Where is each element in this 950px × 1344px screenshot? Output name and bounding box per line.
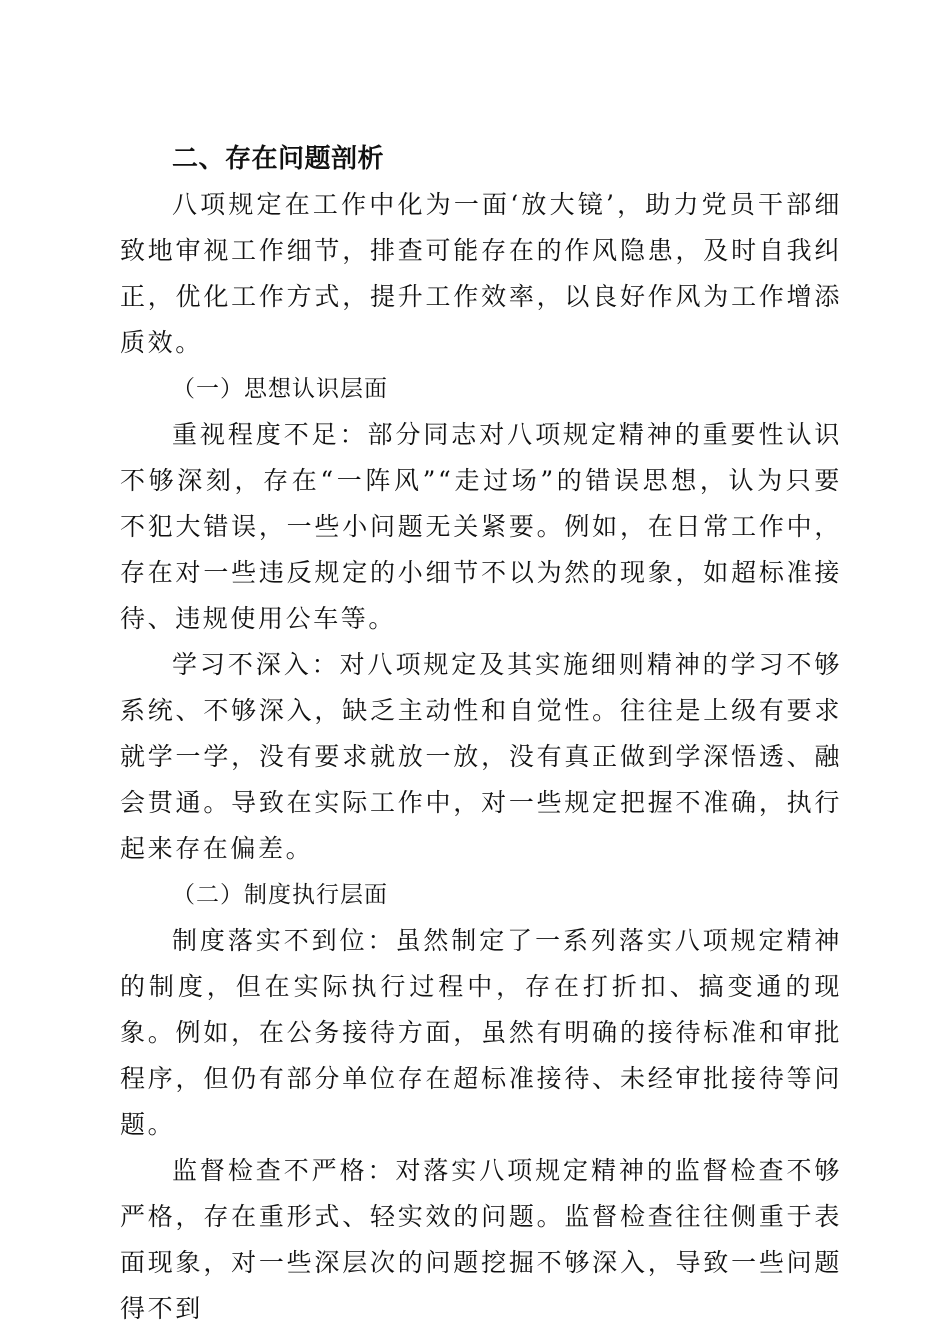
section-2-paragraph-1: 制度落实不到位：虽然制定了一系列落实八项规定精神的制度，但在实际执行过程中，存在打折扣、搞变通的现象。例如，在公务接待方面，虽然有明确的接待标准和审批程序，但仍有部分单位存在超标准接待、未经审批接待等问题。 bbox=[120, 926, 842, 1139]
section-2-paragraph-2: 监督检查不严格：对落实八项规定精神的监督检查不够严格，存在重形式、轻实效的问题。监督检查往往侧重于表面现象，对一些深层次的问题挖掘不够深入，导致一些问题得不到 bbox=[120, 1156, 842, 1323]
intro-paragraph: 八项规定在工作中化为一面‘放大镜’，助力党员干部细致地审视工作细节，排查可能存在的作风隐患，及时自我纠正，优化工作方式，提升工作效率，以良好作风为工作增添质效。 bbox=[120, 190, 842, 357]
section-heading-main: 二、存在问题剖析 bbox=[172, 144, 385, 174]
section-1-title: （一）思想认识层面 bbox=[172, 376, 388, 402]
section-1-paragraph-1: 重视程度不足：部分同志对八项规定精神的重要性认识不够深刻，存在“一阵风”“走过场”的错误思想，认为只要不犯大错误，一些小问题无关紧要。例如，在日常工作中，存在对一些违反规定的小细节不以为然的现象，如超标准接待、违规使用公车等。 bbox=[120, 420, 842, 633]
section-1-paragraph-2: 学习不深入：对八项规定及其实施细则精神的学习不够系统、不够深入，缺乏主动性和自觉性。往往是上级有要求就学一学，没有要求就放一放，没有真正做到学深悟透、融会贯通。导致在实际工作中，对一些规定把握不准确，执行起来存在偏差。 bbox=[120, 650, 842, 863]
section-2-title: （二）制度执行层面 bbox=[172, 882, 388, 908]
document-body bbox=[120, 136, 842, 1332]
